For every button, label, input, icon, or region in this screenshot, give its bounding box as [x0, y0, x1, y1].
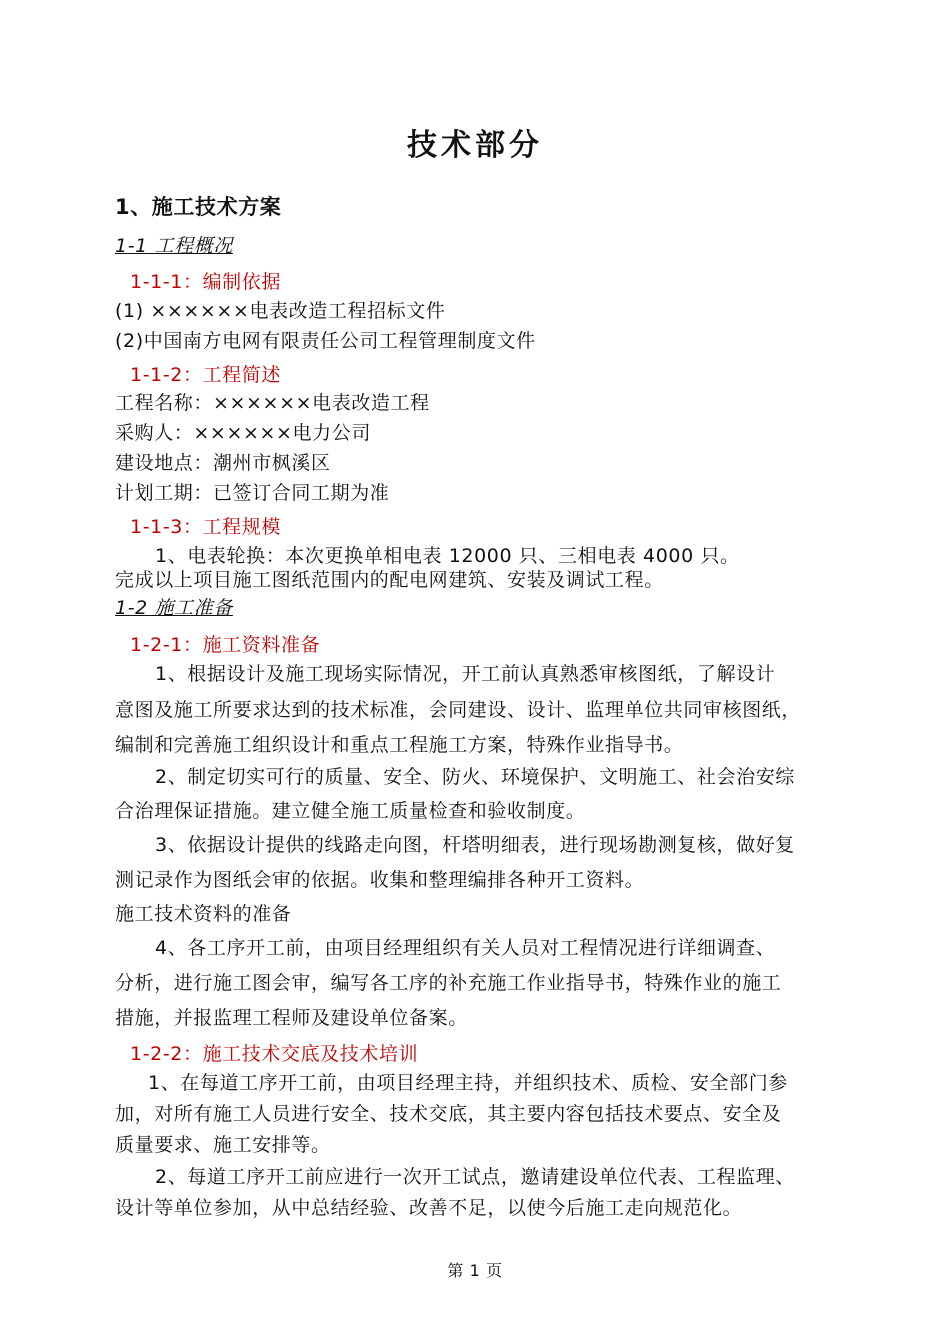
paragraph: 测记录作为图纸会审的依据。收集和整理编排各种开工资料。 — [115, 869, 645, 891]
paragraph: 完成以上项目施工图纸范围内的配电网建筑、安装及调试工程。 — [115, 569, 664, 591]
heading-1-2-2: 1-2-2：施工技术交底及技术培训 — [130, 1043, 419, 1065]
heading-1-2-1: 1-2-1：施工资料准备 — [130, 634, 321, 656]
paragraph: 质量要求、施工安排等。 — [115, 1134, 331, 1156]
subsection-heading: 1-2 施工准备 — [115, 597, 233, 619]
project-name: 工程名称：××××××电表改造工程 — [115, 392, 430, 414]
heading-1-1-1: 1-1-1：编制依据 — [130, 271, 281, 293]
section-heading: 1、施工技术方案 — [115, 195, 282, 219]
paragraph: 1、根据设计及施工现场实际情况，开工前认真熟悉审核图纸，了解设计 — [155, 663, 776, 685]
subsection-heading: 1-1 工程概况 — [115, 235, 233, 257]
page-number: 第 1 页 — [447, 1261, 503, 1280]
paragraph: 意图及施工所要求达到的技术标准，会同建设、设计、监理单位共同审核图纸， — [115, 699, 802, 721]
paragraph: 1、电表轮换：本次更换单相电表 12000 只、三相电表 4000 只。 — [155, 545, 740, 567]
paragraph: 3、依据设计提供的线路走向图，杆塔明细表，进行现场勘测复核，做好复 — [155, 834, 795, 856]
paragraph: 设计等单位参加，从中总结经验、改善不足，以使今后施工走向规范化。 — [115, 1197, 743, 1219]
basis-item: (2)中国南方电网有限责任公司工程管理制度文件 — [115, 330, 536, 352]
paragraph: 2、制定切实可行的质量、安全、防火、环境保护、文明施工、社会治安综 — [155, 766, 795, 788]
paragraph: 编制和完善施工组织设计和重点工程施工方案，特殊作业指导书。 — [115, 734, 684, 756]
paragraph: 分析，进行施工图会审，编写各工序的补充施工作业指导书，特殊作业的施工 — [115, 972, 782, 994]
location: 建设地点：潮州市枫溪区 — [115, 452, 331, 474]
paragraph: 1、在每道工序开工前，由项目经理主持，并组织技术、质检、安全部门参 — [148, 1072, 788, 1094]
heading-1-1-2: 1-1-2：工程简述 — [130, 364, 281, 386]
paragraph: 措施，并报监理工程师及建设单位备案。 — [115, 1007, 468, 1029]
paragraph: 4、各工序开工前，由项目经理组织有关人员对工程情况进行详细调查、 — [155, 937, 776, 959]
paragraph: 合治理保证措施。建立健全施工质量检查和验收制度。 — [115, 800, 586, 822]
paragraph: 加，对所有施工人员进行安全、技术交底，其主要内容包括技术要点、安全及 — [115, 1103, 782, 1125]
page-title: 技术部分 — [407, 128, 543, 163]
heading-1-1-3: 1-1-3：工程规模 — [130, 516, 281, 538]
buyer: 采购人：××××××电力公司 — [115, 422, 371, 444]
basis-item: (1) ××××××电表改造工程招标文件 — [115, 300, 446, 322]
paragraph: 2、每道工序开工前应进行一次开工试点，邀请建设单位代表、工程监理、 — [155, 1166, 795, 1188]
period: 计划工期：已签订合同工期为准 — [115, 482, 390, 504]
paragraph: 施工技术资料的准备 — [115, 903, 292, 925]
